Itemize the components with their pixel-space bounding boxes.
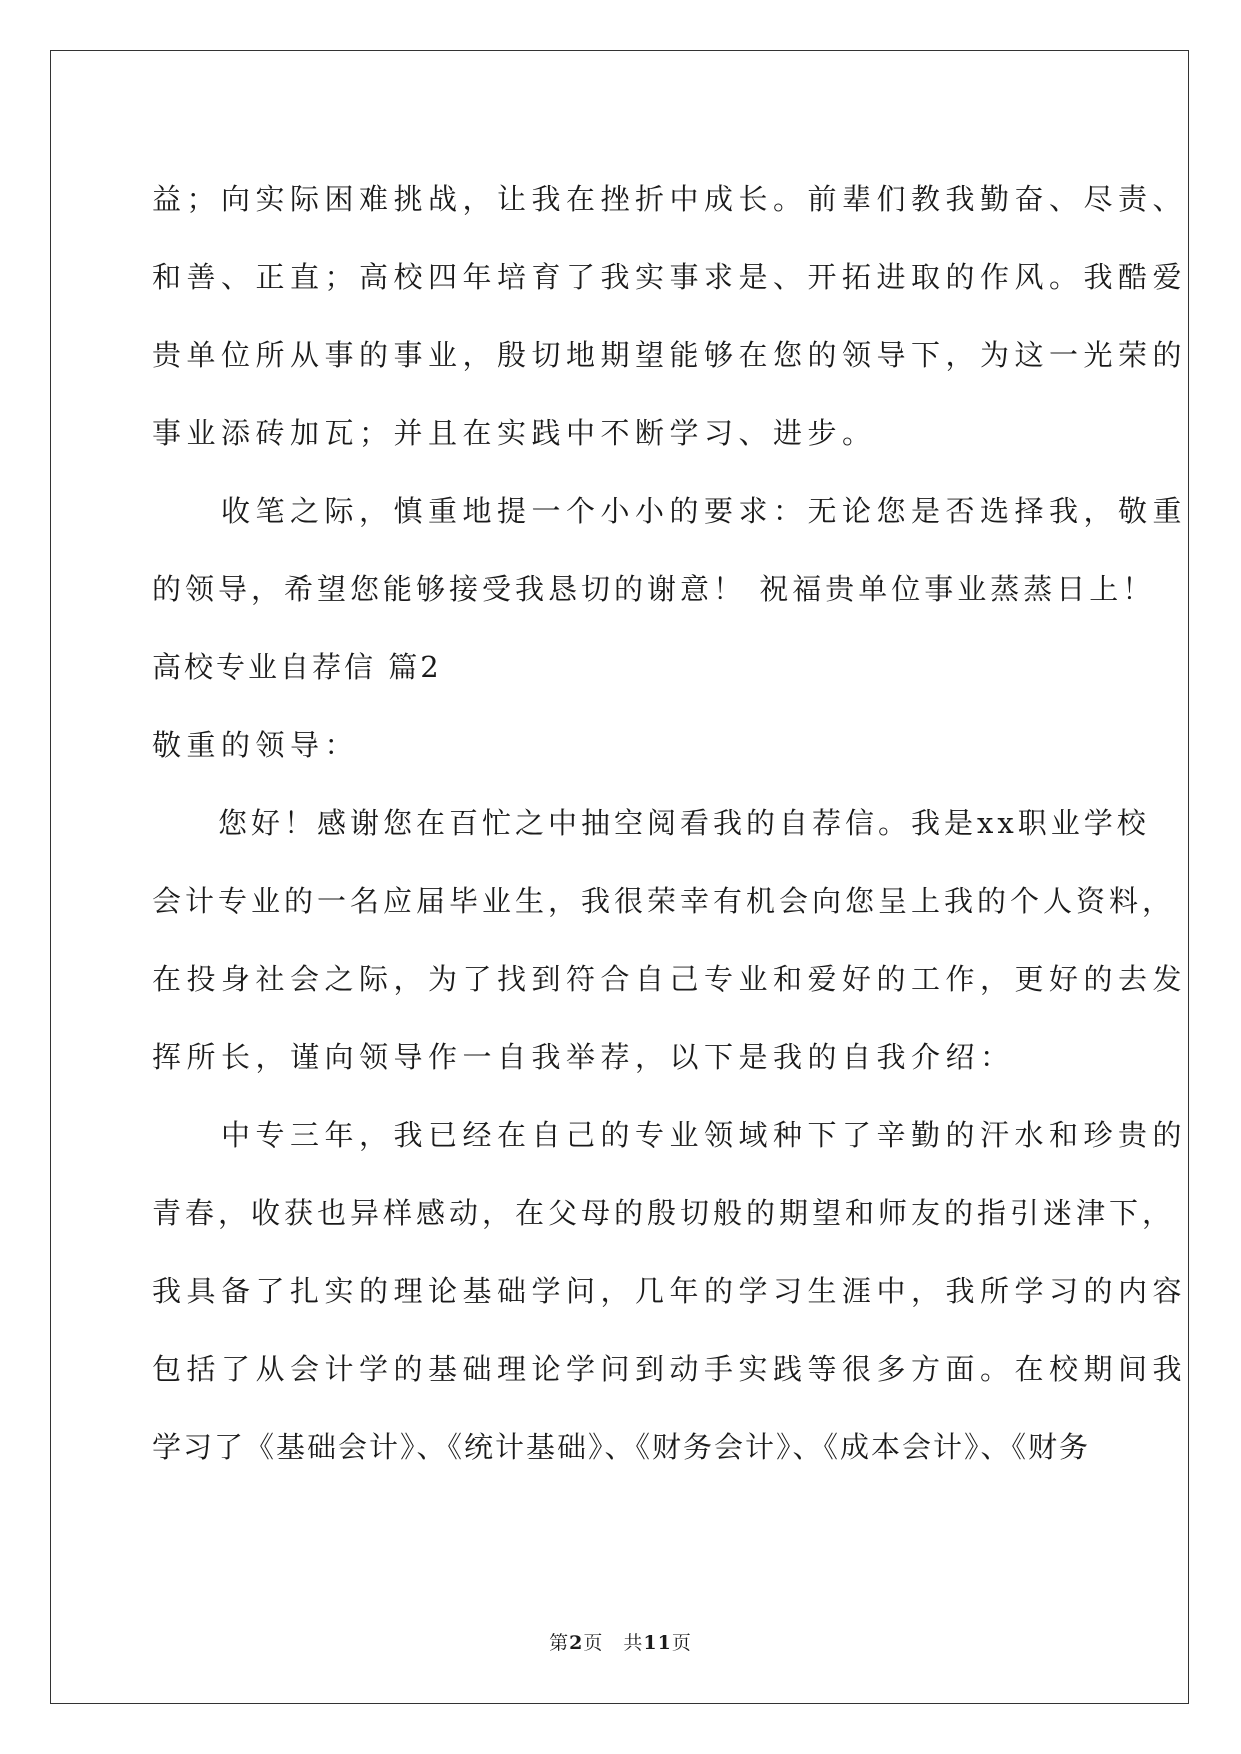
current-page-number: 2 xyxy=(569,1632,584,1654)
text-line-2: 和善、正直；高校四年培育了我实事求是、开拓进取的作风。我酷爱 xyxy=(152,260,1188,294)
footer-total-suffix: 页 xyxy=(671,1632,692,1654)
footer-total-prefix: 共 xyxy=(623,1632,644,1654)
text-line-4: 事业添砖加瓦；并且在实践中不断学习、进步。 xyxy=(152,416,877,450)
text-line-12: 挥所长，谨向领导作一自我举荐，以下是我的自我介绍： xyxy=(152,1040,1015,1074)
salutation: 敬重的领导： xyxy=(152,728,360,762)
document-body xyxy=(152,160,1188,1486)
text-line-17: 学习了《基础会计》、《统计基础》、《财务会计》、《成本会计》、《财务 xyxy=(152,1430,1091,1464)
text-line-15: 我具备了扎实的理论基础学问，几年的学习生涯中，我所学习的内容 xyxy=(152,1274,1188,1308)
text-line-16: 包括了从会计学的基础理论学问到动手实践等很多方面。在校期间我 xyxy=(152,1352,1188,1386)
text-line-6: 的领导，希望您能够接受我恳切的谢意！ 祝福贵单位事业蒸蒸日上！ xyxy=(152,572,1156,606)
text-line-14: 青春，收获也异样感动，在父母的殷切般的期望和师友的指引迷津下， xyxy=(152,1196,1176,1230)
footer-page-suffix: 页 xyxy=(583,1632,604,1654)
text-line-9: 您好！感谢您在百忙之中抽空阅看我的自荐信。我是xx职业学校 xyxy=(152,806,1150,840)
text-line-11: 在投身社会之际，为了找到符合自己专业和爱好的工作，更好的去发 xyxy=(152,962,1188,996)
text-line-3: 贵单位所从事的事业，殷切地期望能够在您的领导下，为这一光荣的 xyxy=(152,338,1188,372)
text-line-5: 收笔之际，慎重地提一个小小的要求：无论您是否选择我，敬重 xyxy=(152,494,1188,528)
total-pages-number: 11 xyxy=(643,1632,672,1654)
text-line-10: 会计专业的一名应届毕业生，我很荣幸有机会向您呈上我的个人资料， xyxy=(152,884,1176,918)
footer-prefix: 第 xyxy=(549,1632,570,1654)
text-line-13: 中专三年，我已经在自己的专业领域种下了辛勤的汗水和珍贵的 xyxy=(152,1118,1188,1152)
section-heading: 高校专业自荐信 篇2 xyxy=(152,650,442,684)
page-footer xyxy=(0,1628,1241,1655)
text-line-1: 益；向实际困难挑战，让我在挫折中成长。前辈们教我勤奋、尽责、 xyxy=(152,182,1188,216)
